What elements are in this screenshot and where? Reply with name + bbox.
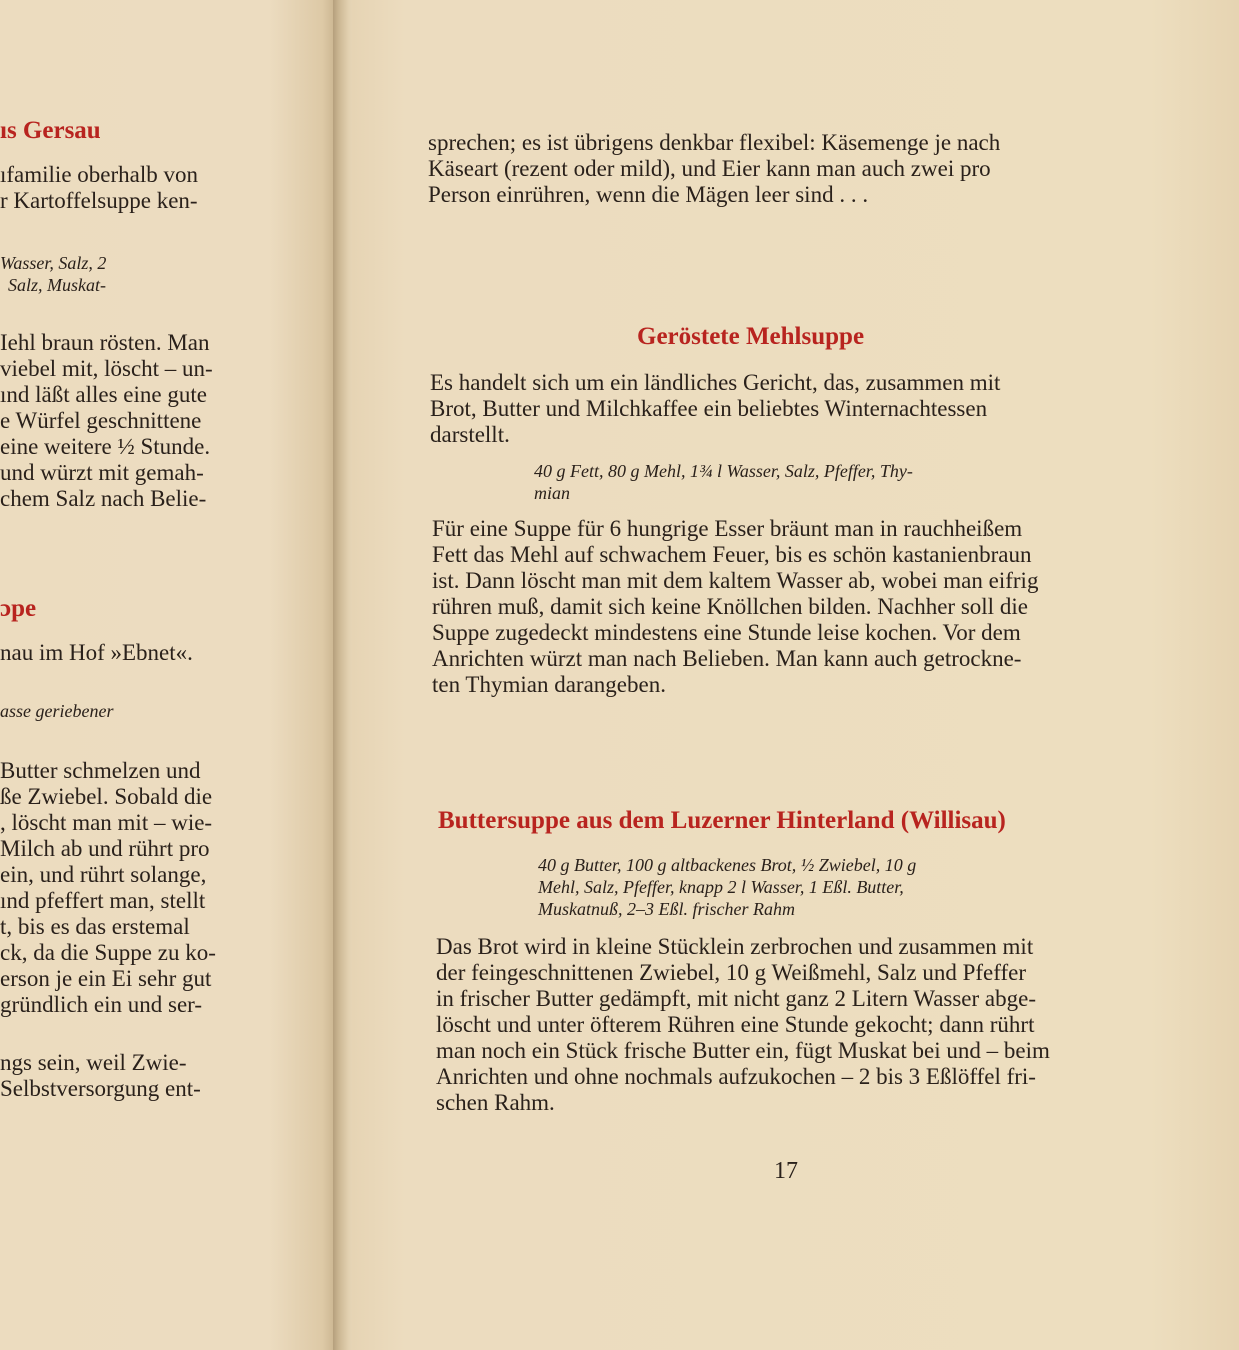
recipe-body-line: ist. Dann löscht man mit dem kaltem Wasser ab, wobei man eifrig	[432, 568, 1039, 593]
recipe-body-line: Fett das Mehl auf schwachem Feuer, bis es schön kastanienbraun	[432, 542, 1032, 567]
left-body-line: eine weitere ½ Stunde.	[0, 434, 211, 459]
left-heading-soup: ɔpe	[0, 595, 37, 622]
left-page	[0, 0, 336, 1350]
left-body-line: ße Zwiebel. Sobald die	[0, 784, 213, 809]
left-body-line: erson je ein Ei sehr gut	[0, 966, 212, 991]
left-body-line: ınd pfeffert man, stellt	[0, 888, 206, 913]
left-ingredients-line: asse geriebener	[0, 701, 114, 721]
recipe-body-line: rühren muß, damit sich keine Knöllchen bilden. Nachher soll die	[432, 594, 1028, 619]
left-body-line: Butter schmelzen und	[0, 758, 201, 783]
recipe-body-line: Suppe zugedeckt mindestens eine Stunde leise kochen. Vor dem	[432, 620, 1021, 645]
recipe-intro-line: darstellt.	[430, 422, 510, 447]
recipe-intro-line: Brot, Butter und Milchkaffee ein beliebtes Winternachtessen	[430, 396, 988, 421]
ingredients-line: mian	[534, 483, 570, 503]
left-body-line: , löscht man mit – wie-	[0, 810, 213, 835]
left-body-line: Iehl braun rösten. Man	[0, 330, 210, 355]
continuation-line: Person einrühren, wenn die Mägen leer sind . . .	[428, 182, 869, 207]
ingredients-line: Muskatnuß, 2–3 Eßl. frischer Rahm	[538, 899, 795, 919]
recipe-body-line: Anrichten und ohne nochmals aufzukochen – 2 bis 3 Eßlöffel fri-	[436, 1064, 1036, 1089]
left-ingredients-line: Wasser, Salz, 2	[0, 253, 107, 273]
recipe-body-line: schen Rahm.	[436, 1090, 555, 1115]
continuation-line: Käseart (rezent oder mild), und Eier kann man auch zwei pro	[428, 156, 991, 181]
recipe-body-line: löscht und unter öfterem Rühren eine Stunde gekocht; dann rührt	[436, 1012, 1035, 1037]
left-intro-line: nau im Hof »Ebnet«.	[0, 640, 193, 665]
left-body-line: gründlich ein und ser-	[0, 992, 203, 1017]
recipe-body-line: der feingeschnittenen Zwiebel, 10 g Weißmehl, Salz und Pfeffer	[436, 960, 1027, 985]
recipe-body-line: in frischer Butter gedämpft, mit nicht ganz 2 Litern Wasser abge-	[436, 986, 1036, 1011]
ingredients-line: Mehl, Salz, Pfeffer, knapp 2 l Wasser, 1 Eßl. Butter,	[538, 877, 904, 897]
left-ingredients-line: Salz, Muskat-	[8, 275, 106, 295]
left-body-line: ınd läßt alles eine gute	[0, 382, 207, 407]
right-page	[352, 0, 1239, 1350]
page-number: 17	[774, 1158, 798, 1184]
left-body-line: ein, und rührt solange,	[0, 862, 207, 887]
recipe-title-buttersuppe: Buttersuppe aus dem Luzerner Hinterland (Willisau)	[438, 807, 1006, 834]
ingredients-line: 40 g Butter, 100 g altbackenes Brot, ½ Zwiebel, 10 g	[538, 855, 917, 875]
left-body-line: t, bis es das erstemal	[0, 914, 190, 939]
left-body-line: chem Salz nach Belie-	[0, 486, 207, 511]
left-body-line: ngs sein, weil Zwie-	[0, 1050, 187, 1075]
recipe-intro-line: Es handelt sich um ein ländliches Gericht, das, zusammen mit	[430, 370, 1001, 395]
ingredients-line: 40 g Fett, 80 g Mehl, 1¾ l Wasser, Salz, Pfeffer, Thy-	[534, 461, 913, 481]
left-body-line: viebel mit, löscht – un-	[0, 356, 213, 381]
left-intro-line: ıfamilie oberhalb von	[0, 162, 198, 187]
left-body-line: Selbstversorgung ent-	[0, 1076, 201, 1101]
left-intro-line: r Kartoffelsuppe ken-	[0, 188, 198, 213]
left-body-line: Milch ab und rührt pro	[0, 836, 210, 861]
continuation-line: sprechen; es ist übrigens denkbar flexibel: Käsemenge je nach	[428, 130, 1001, 155]
recipe-body-line: ten Thymian darangeben.	[432, 672, 666, 697]
recipe-body-line: Das Brot wird in kleine Stücklein zerbrochen und zusammen mit	[436, 934, 1034, 959]
recipe-title-mehlsuppe: Geröstete Mehlsuppe	[637, 323, 865, 350]
left-body-line: e Würfel geschnittene	[0, 408, 202, 433]
left-heading-gersau: ıs Gersau	[0, 117, 101, 144]
left-body-line: ck, da die Suppe zu ko-	[0, 940, 216, 965]
left-body-line: und würzt mit gemah-	[0, 460, 204, 485]
recipe-body-line: man noch ein Stück frische Butter ein, fügt Muskat bei und – beim	[436, 1038, 1050, 1063]
recipe-body-line: Für eine Suppe für 6 hungrige Esser bräunt man in rauchheißem	[432, 516, 1023, 541]
recipe-body-line: Anrichten würzt man nach Belieben. Man kann auch getrockne-	[432, 646, 1022, 671]
